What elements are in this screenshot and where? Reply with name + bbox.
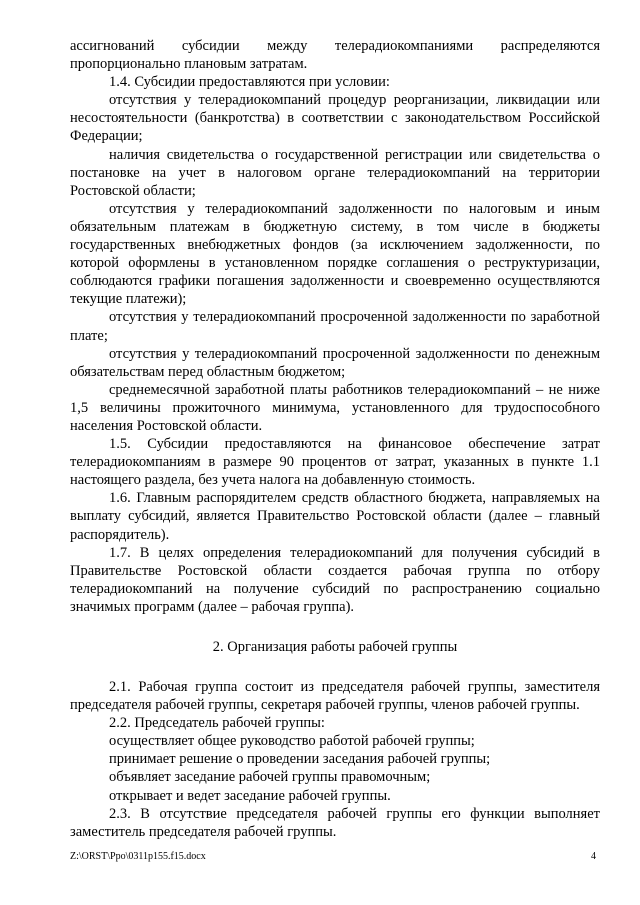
paragraph: среднемесячной заработной платы работников телерадиокомпаний – не ниже 1,5 величины прожиточного минимума, установленного для трудоспособного населения Ростовской области. — [70, 381, 600, 434]
paragraphs-after-heading — [70, 678, 600, 841]
paragraph: отсутствия у телерадиокомпаний задолженности по налоговым и иным обязательным платежам в бюджетную систему, в том числе в бюджеты государственных внебюджетных фондов (за исключением задолженности, по которой оформлены в установленном порядке соглашения о реструктуризации, соблюдаются графики погашения задолженности и своевременно осуществляются текущие платежи); — [70, 200, 600, 308]
paragraph: осуществляет общее руководство работой рабочей группы; — [109, 733, 475, 750]
paragraph: 2.1. Рабочая группа состоит из председателя рабочей группы, заместителя председателя рабочей группы, секретаря рабочей группы, членов рабочей группы. — [70, 679, 600, 714]
paragraphs-before-heading — [70, 37, 600, 616]
paragraph: наличия свидетельства о государственной регистрации или свидетельства о постановке на учет в налоговом органе телерадиокомпаний на территории Ростовской области; — [70, 146, 600, 199]
paragraph: ассигнований субсидии между телерадиокомпаниями распределяются пропорционально плановым затратам. — [70, 38, 600, 73]
document-body — [70, 37, 600, 841]
paragraph: открывает и ведет заседание рабочей группы. — [109, 787, 391, 804]
paragraph: 1.7. В целях определения телерадиокомпаний для получения субсидий в Правительстве Ростовской области создается рабочая группа по отбору телерадиокомпаний на получение субсидий по распространению социально значимых программ (далее – рабочая группа). — [70, 544, 600, 615]
paragraph: 2.2. Председатель рабочей группы: — [109, 715, 325, 732]
paragraph: принимает решение о проведении заседания рабочей группы; — [109, 751, 491, 768]
paragraph: отсутствия у телерадиокомпаний просроченной задолженности по заработной плате; — [70, 309, 600, 344]
paragraph: объявляет заседание рабочей группы правомочным; — [109, 769, 431, 786]
paragraph: отсутствия у телерадиокомпаний процедур реорганизации, ликвидации или несостоятельности (банкротства) в соответствии с законодательством Российской Федерации; — [70, 92, 600, 145]
page-number: 4 — [591, 851, 596, 862]
paragraph: отсутствия у телерадиокомпаний просроченной задолженности по денежным обязательствам перед областным бюджетом; — [70, 345, 600, 380]
paragraph: 2.3. В отсутствие председателя рабочей группы его функции выполняет заместитель председателя рабочей группы. — [70, 805, 600, 840]
paragraph: 1.4. Субсидии предоставляются при условии: — [109, 74, 390, 91]
paragraph: 1.5. Субсидии предоставляются на финансовое обеспечение затрат телерадиокомпаниям в размере 90 процентов от затрат, указанных в пункте 1.1 настоящего раздела, без учета налога на добавленную стоимость. — [70, 436, 600, 489]
section-heading: 2. Организация работы рабочей группы — [212, 639, 458, 655]
footer-file-path: Z:\ORST\Ppo\0311p155.f15.docx — [70, 851, 206, 862]
paragraph: 1.6. Главным распорядителем средств областного бюджета, направляемых на выплату субсидий, является Правительство Ростовской области (далее – главный распорядитель). — [70, 490, 600, 543]
